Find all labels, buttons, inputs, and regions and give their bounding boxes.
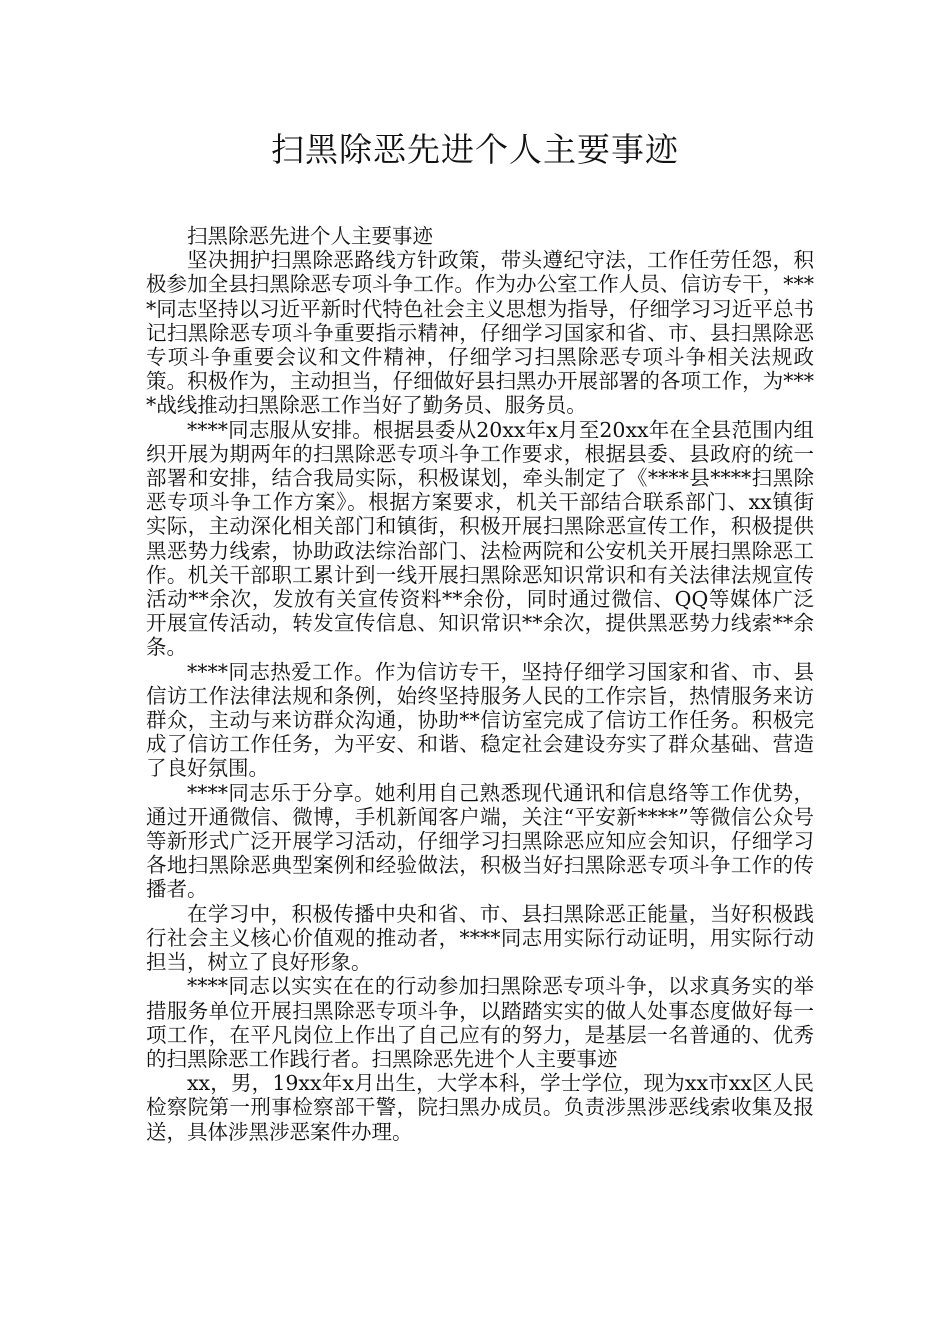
paragraph: xx，男，19xx年x月出生，大学本科，学士学位，现为xx市xx区人民检察院第一刑事检察部干警，院扫黑办成员。负责涉黑涉恶线索收集及报送，具体涉黑涉恶案件办理。 [146,1071,814,1144]
paragraph: ****同志服从安排。根据县委从20xx年x月至20xx年在全县范围内组织开展为期两年的扫黑除恶专项斗争工作要求，根据县委、县政府的统一部署和安排，结合我局实际，积极谋划，牵头制定了《****县****扫黑除恶专项斗争工作方案》。根据方案要求，机关干部结合联系部门、xx镇街实际，主动深化相关部门和镇街，积极开展扫黑除恶宣传工作，积极提供黑恶势力线索，协助政法综治部门、法检两院和公安机关开展扫黑除恶工作。机关干部职工累计到一线开展扫黑除恶知识常识和有关法律法规宣传活动**余次，发放有关宣传资料**余份，同时通过微信、QQ等媒体广泛开展宣传活动，转发宣传信息、知识常识**余次，提供黑恶势力线索**余条。 [146,417,814,660]
document-title: 扫黑除恶先进个人主要事迹 [271,130,679,169]
document-body [146,224,814,1144]
paragraph: 在学习中，积极传播中央和省、市、县扫黑除恶正能量，当好积极践行社会主义核心价值观的推动者，****同志用实际行动证明，用实际行动担当，树立了良好形象。 [146,901,814,975]
paragraph-subtitle: 扫黑除恶先进个人主要事迹 [187,224,433,248]
paragraph: ****同志热爱工作。作为信访专干，坚持仔细学习国家和省、市、县信访工作法律法规和条例，始终坚持服务人民的工作宗旨，热情服务来访群众，主动与来访群众沟通，协助**信访室完成了信访工作任务。积极完成了信访工作任务，为平安、和谐、稳定社会建设夯实了群众基础、营造了良好氛围。 [146,659,814,781]
paragraph: ****同志乐于分享。她利用自己熟悉现代通讯和信息络等工作优势，通过开通微信、微博，手机新闻客户端，关注“平安新****”等微信公众号等新形式广泛开展学习活动，仔细学习扫黑除恶应知应会知识，仔细学习各地扫黑除恶典型案例和经验做法，积极当好扫黑除恶专项斗争工作的传播者。 [146,780,814,902]
paragraph: 坚决拥护扫黑除恶路线方针政策，带头遵纪守法，工作任劳任怨，积极参加全县扫黑除恶专项斗争工作。作为办公室工作人员、信访专干，****同志坚持以习近平新时代特色社会主义思想为指导，仔细学习习近平总书记扫黑除恶专项斗争重要指示精神，仔细学习国家和省、市、县扫黑除恶专项斗争重要会议和文件精神，仔细学习扫黑除恶专项斗争相关法规政策。积极作为，主动担当，仔细做好县扫黑办开展部署的各项工作，为****战线推动扫黑除恶工作当好了勤务员、服务员。 [146,248,814,418]
paragraph: ****同志以实实在在的行动参加扫黑除恶专项斗争，以求真务实的举措服务单位开展扫黑除恶专项斗争，以踏踏实实的做人处事态度做好每一项工作，在平凡岗位上作出了自己应有的努力，是基层一名普通的、优秀的扫黑除恶工作践行者。扫黑除恶先进个人主要事迹 [146,974,814,1071]
